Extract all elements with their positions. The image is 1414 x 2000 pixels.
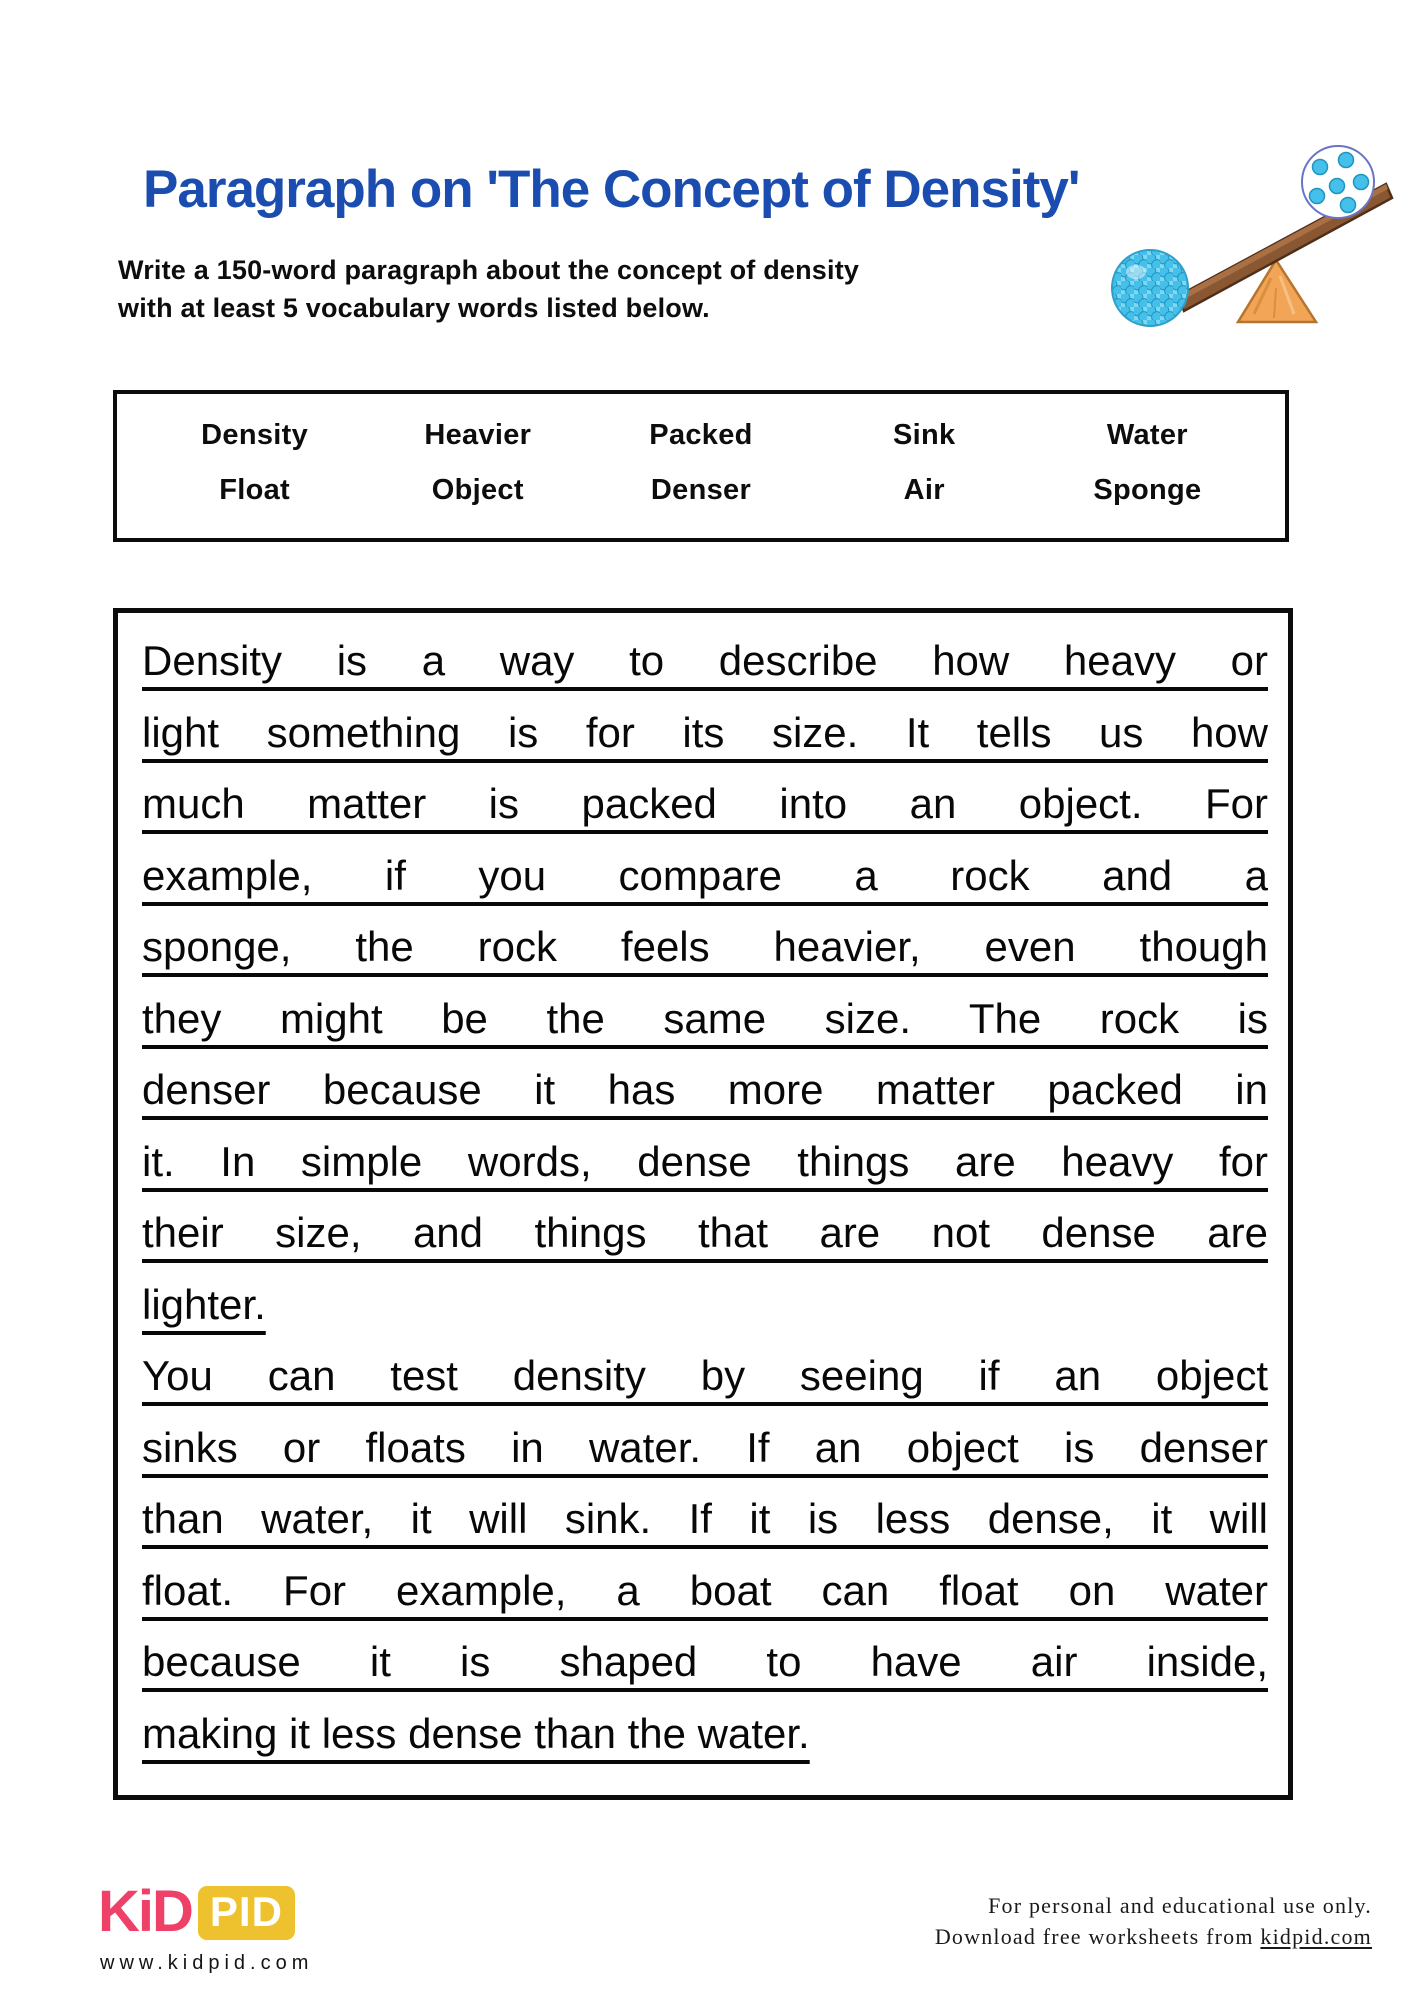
paragraph-line: denser because it has more matter packed in	[142, 1066, 1268, 1113]
paragraph-line: light something is for its size. It tells us how	[142, 708, 1268, 756]
kidpid-logo-kid: KiD	[98, 1879, 192, 1944]
paragraph-line: their size, and things that are not dense are	[142, 1209, 1268, 1256]
vocab-word-density: Density	[201, 419, 309, 451]
paragraph-line: making it less dense than the water.	[142, 1709, 810, 1757]
paragraph-line: because it is shaped to have air inside,	[142, 1638, 1268, 1685]
vocabulary-box	[113, 390, 1289, 542]
footer-usage-note	[935, 1890, 1372, 1952]
kidpid-logo	[98, 1879, 295, 1944]
paragraph-line: example, if you compare a rock and a	[142, 851, 1268, 899]
paragraph-line: it. In simple words, dense things are heavy for	[142, 1137, 1268, 1185]
vocab-word-packed: Packed	[649, 419, 753, 451]
vocab-word-float: Float	[219, 474, 290, 506]
density-seesaw-illustration	[1108, 138, 1398, 333]
vocab-word-air: Air	[903, 474, 945, 506]
download-note-text: Download free worksheets from	[934, 1924, 1261, 1949]
paragraph-line: they might be the same size. The rock is	[142, 994, 1268, 1042]
sparse-ball-icon	[1302, 146, 1374, 218]
usage-note-line: For personal and educational use only.	[988, 1893, 1372, 1918]
kidpid-logo-pid: PID	[198, 1886, 295, 1940]
page-title: Paragraph on 'The Concept of Density'	[143, 160, 1080, 219]
instructions-text	[118, 251, 859, 327]
vocab-word-object: Object	[431, 474, 524, 506]
kidpid-website-url: www.kidpid.com	[100, 1952, 314, 1974]
vocab-word-heavier: Heavier	[424, 419, 532, 451]
vocab-word-sink: Sink	[892, 419, 956, 451]
paragraph-line: lighter.	[142, 1280, 266, 1328]
kidpid-link[interactable]: kidpid.com	[1260, 1924, 1372, 1949]
vocab-word-denser: Denser	[650, 474, 752, 506]
vocab-word-water: Water	[1106, 419, 1188, 451]
paragraph-line: float. For example, a boat can float on water	[142, 1566, 1268, 1614]
paragraph-line: Density is a way to describe how heavy or	[142, 637, 1268, 684]
paragraph-answer-box	[113, 608, 1293, 1800]
instructions-line-1: Write a 150-word paragraph about the concept of density	[118, 255, 860, 285]
paragraph-line: sponge, the rock feels heavier, even though	[142, 923, 1268, 970]
paragraph-line: sinks or floats in water. If an object is denser	[142, 1423, 1268, 1471]
paragraph-line: You can test density by seeing if an object	[142, 1352, 1268, 1399]
download-note-line	[935, 1921, 1372, 1952]
instructions-line-2: with at least 5 vocabulary words listed below.	[118, 293, 710, 323]
dense-ball-icon	[1112, 250, 1188, 326]
paragraph-line: than water, it will sink. If it is less dense, it will	[142, 1495, 1268, 1542]
vocab-word-sponge: Sponge	[1093, 474, 1202, 506]
paragraph-line: much matter is packed into an object. For	[142, 780, 1268, 827]
